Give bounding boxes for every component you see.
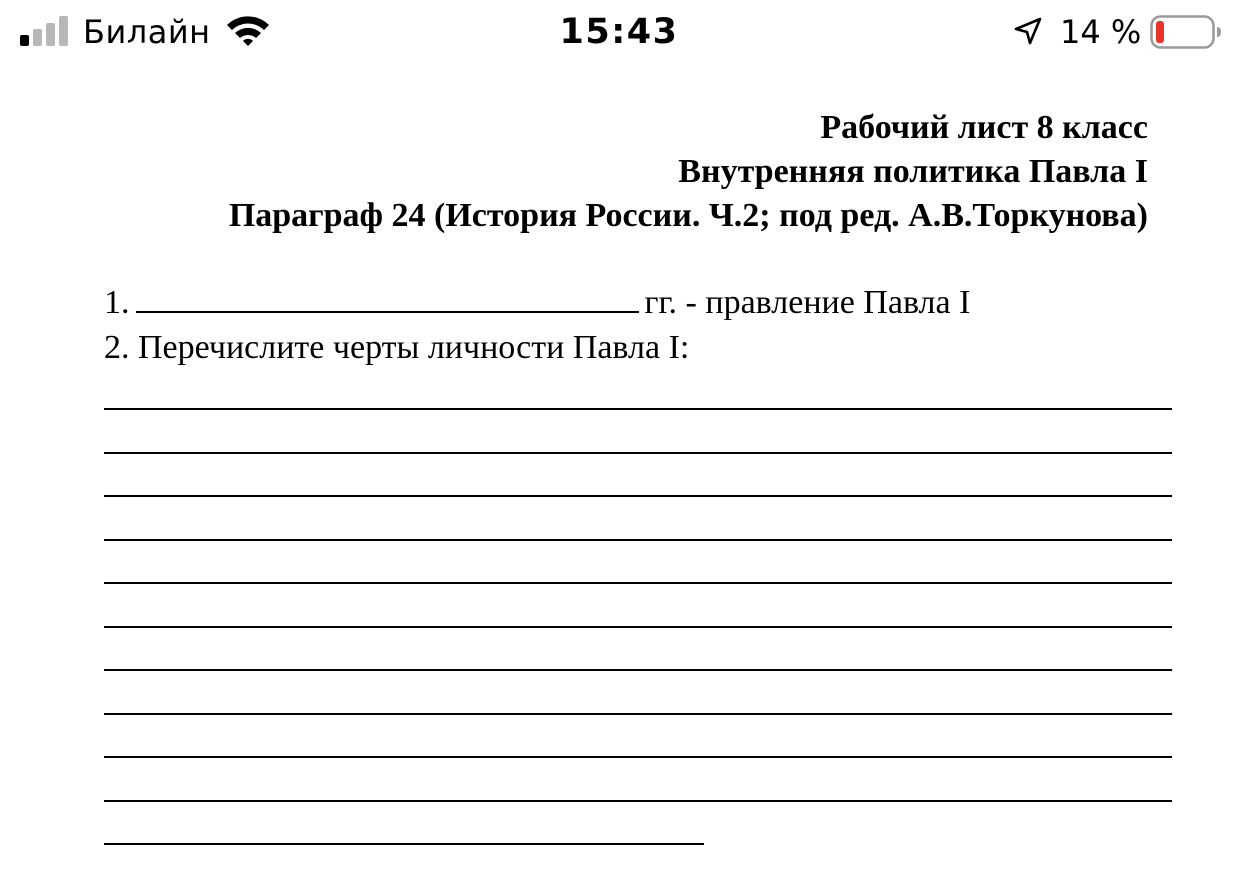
answer-line — [104, 669, 1172, 671]
answer-line — [104, 452, 1172, 454]
worksheet-topic: Внутренняя политика Павла I — [678, 153, 1148, 190]
question-1-blank — [136, 281, 639, 313]
question-1-text: гг. - правление Павла I — [644, 284, 971, 321]
battery-percentage: 14 % — [1060, 13, 1142, 51]
worksheet-title: Рабочий лист 8 класс — [820, 109, 1148, 146]
answer-line — [104, 408, 1172, 410]
clock: 15:43 — [559, 12, 679, 52]
answer-line — [104, 800, 1172, 802]
answer-line — [104, 582, 1172, 584]
answer-line — [104, 626, 1172, 628]
carrier-name: Билайн — [83, 13, 211, 51]
answer-line — [104, 713, 1172, 715]
worksheet-source: Параграф 24 (История России. Ч.2; под ред. А.В.Торкунова) — [228, 197, 1148, 234]
answer-line — [104, 756, 1172, 758]
question-1 — [104, 281, 970, 325]
question-2: 2. Перечислите черты личности Павла I: — [104, 329, 690, 366]
answer-line — [104, 539, 1172, 541]
answer-line — [104, 495, 1172, 497]
answer-line — [104, 843, 704, 845]
question-1-number: 1. — [104, 284, 130, 321]
